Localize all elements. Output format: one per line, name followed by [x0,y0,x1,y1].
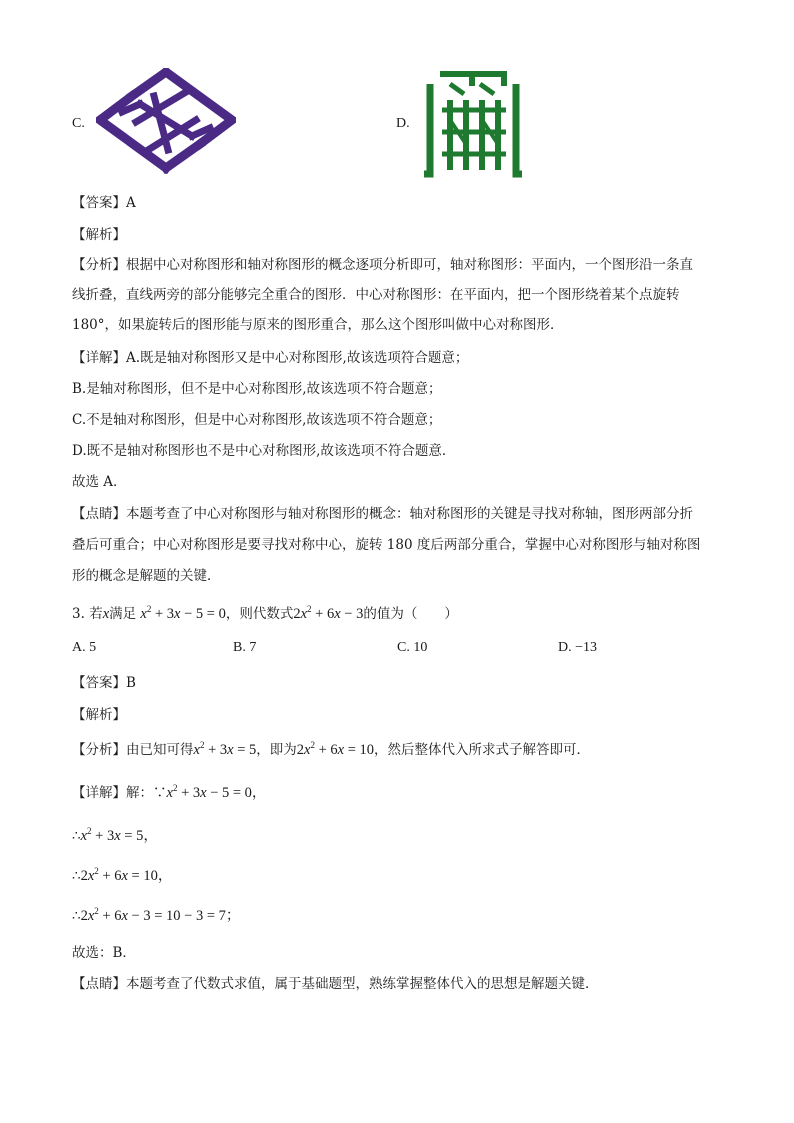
q2-dianjing-line: 叠后可重合；中心对称图形是要寻找对称中心，旋转 180 度后两部分重合，掌握中心对称图形与轴对称图 [72,537,701,553]
q2-xiangjie [72,343,722,498]
q3-choose: 故选：B． [72,945,136,961]
q3-expression: $2x^2 + 6x - 3$ [293,604,364,622]
q2-fenxi-line: 【分析】根据中心对称图形和轴对称图形的概念逐项分析即可，轴对称图形：平面内，一个图形沿一条直 [72,257,693,273]
q3-step-2: $\therefore 2x^2 + 6x = 10$， [72,866,173,884]
q3-equation: $x^2 + 3x - 5 = 0$ [140,604,226,622]
q3-stem: 3. 若x满足 $x^2 + 3x - 5 = 0$，则代数式$2x^2 + 6x - 3$的值为（ ） [72,604,458,622]
logo-c-icon [96,68,236,174]
q2-xiangjie-line: 【详解】A.既是轴对称图形又是中心对称图形,故该选项符合题意； [72,350,469,366]
q2-fenxi-line: 180°，如果旋转后的图形能与原来的图形重合，那么这个图形叫做中心对称图形． [72,317,564,333]
q3-analysis-heading: 【解析】 [72,707,126,723]
q2-choose: 故选 A． [72,474,127,490]
q2-xiangjie-line: B.是轴对称图形，但不是中心对称图形,故该选项不符合题意； [72,381,442,397]
q2-fenxi [72,250,722,340]
q2-fenxi-line: 线折叠，直线两旁的部分能够完全重合的图形．中心对称图形：在平面内，把一个图形绕着某个点旋转 [72,287,680,303]
q3-dianjing: 【点睛】本题考查了代数式求值，属于基础题型，熟练掌握整体代入的思想是解题关键． [72,976,599,992]
q2-analysis-heading: 【解析】 [72,227,126,243]
q2-answer: 【答案】A [72,195,136,211]
q3-step-1: $\therefore x^2 + 3x = 5$， [72,826,158,844]
q3-option-a: A. 5 [72,640,97,655]
logo-d-icon [420,70,524,180]
q3-option-d: D. −13 [558,640,598,655]
q2-dianjing-line: 形的概念是解题的关键． [72,568,221,584]
q3-answer: 【答案】B [72,675,136,691]
q3-number: 3. [72,606,85,622]
option-c-label: C. [72,116,85,131]
q3-step-3: $\therefore 2x^2 + 6x - 3 = 10 - 3 = 7$； [72,906,241,924]
q3-xiangjie: 【详解】解：$\because x^2 + 3x - 5 = 0$， [72,783,267,801]
option-d-label: D. [396,116,410,131]
q3-option-c: C. 10 [397,640,428,655]
q2-xiangjie-line: C.不是轴对称图形，但是中心对称图形,故该选项不符合题意； [72,412,442,428]
q3-fenxi: 【分析】由已知可得$x^2 + 3x = 5$，即为$2x^2 + 6x = 10$，然后整体代入所求式子解答即可． [72,740,590,758]
q3-option-b: B. 7 [233,640,257,655]
q2-dianjing-line: 【点睛】本题考查了中心对称图形与轴对称图形的概念：轴对称图形的关键是寻找对称轴，图形两部分折 [72,506,693,522]
q2-dianjing [72,499,722,592]
q2-xiangjie-line: D.既不是轴对称图形也不是中心对称图形,故该选项不符合题意． [72,443,456,459]
